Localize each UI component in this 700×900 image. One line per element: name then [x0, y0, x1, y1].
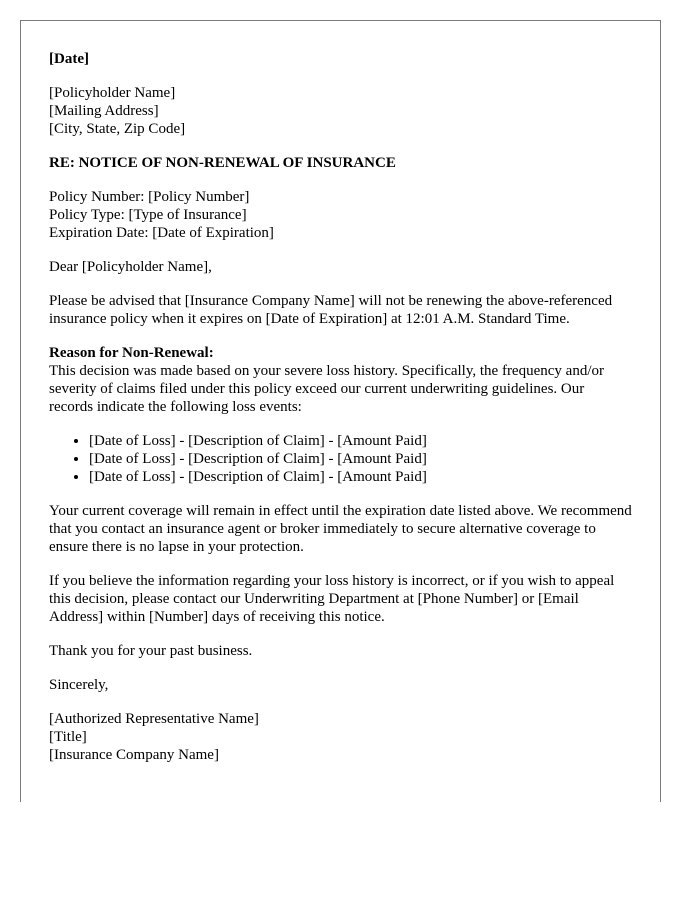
intro-paragraph: Please be advised that [Insurance Company Name] will not be renewing the above-referenced insurance policy when it expires on [Date of Expiration] at 12:01 A.M. Standard Time.: [49, 293, 613, 327]
policy-expiration: Expiration Date: [Date of Expiration]: [49, 225, 274, 241]
reason-section: [49, 344, 632, 416]
reason-text: This decision was made based on your severe loss history. Specifically, the frequency and/or severity of claims filed under this policy exceed our current underwriting guidelines. Our records indicate the following loss events:: [49, 363, 604, 415]
signature-block: [49, 710, 632, 764]
letter-date: [Date]: [49, 51, 89, 67]
list-item: • [Date of Loss] - [Description of Claim] - [Amount Paid]: [89, 450, 632, 468]
letter-subject: RE: NOTICE OF NON-RENEWAL OF INSURANCE: [49, 155, 396, 171]
list-item: • [Date of Loss] - [Description of Claim] - [Amount Paid]: [89, 468, 632, 486]
salutation: Dear [Policyholder Name],: [49, 259, 212, 275]
recipient-city-state-zip: [City, State, Zip Code]: [49, 121, 186, 137]
recipient-address: [Mailing Address]: [49, 103, 159, 119]
thanks-line: Thank you for your past business.: [49, 643, 253, 659]
list-item: • [Date of Loss] - [Description of Claim] - [Amount Paid]: [89, 432, 632, 450]
closing-line: Sincerely,: [49, 677, 109, 693]
recipient-block: [49, 84, 632, 138]
signature-title: [Title]: [49, 729, 87, 745]
policy-number: Policy Number: [Policy Number]: [49, 189, 250, 205]
policy-type: Policy Type: [Type of Insurance]: [49, 207, 247, 223]
reason-heading: Reason for Non-Renewal:: [49, 345, 214, 361]
coverage-paragraph: Your current coverage will remain in effect until the expiration date listed above. We recommend that you contact an insurance agent or broker immediately to secure alternative coverage to ensure there is no lapse in your protection.: [49, 503, 632, 555]
policy-details: [49, 188, 632, 242]
letter-page: [20, 20, 661, 802]
appeal-paragraph: If you believe the information regarding your loss history is incorrect, or if you wish to appeal this decision, please contact our Underwriting Department at [Phone Number] or [Email Address] within [Number] days of receiving this notice.: [49, 573, 615, 625]
signature-company: [Insurance Company Name]: [49, 747, 219, 763]
loss-events-list: [49, 432, 632, 486]
recipient-name: [Policyholder Name]: [49, 85, 176, 101]
signature-name: [Authorized Representative Name]: [49, 711, 259, 727]
